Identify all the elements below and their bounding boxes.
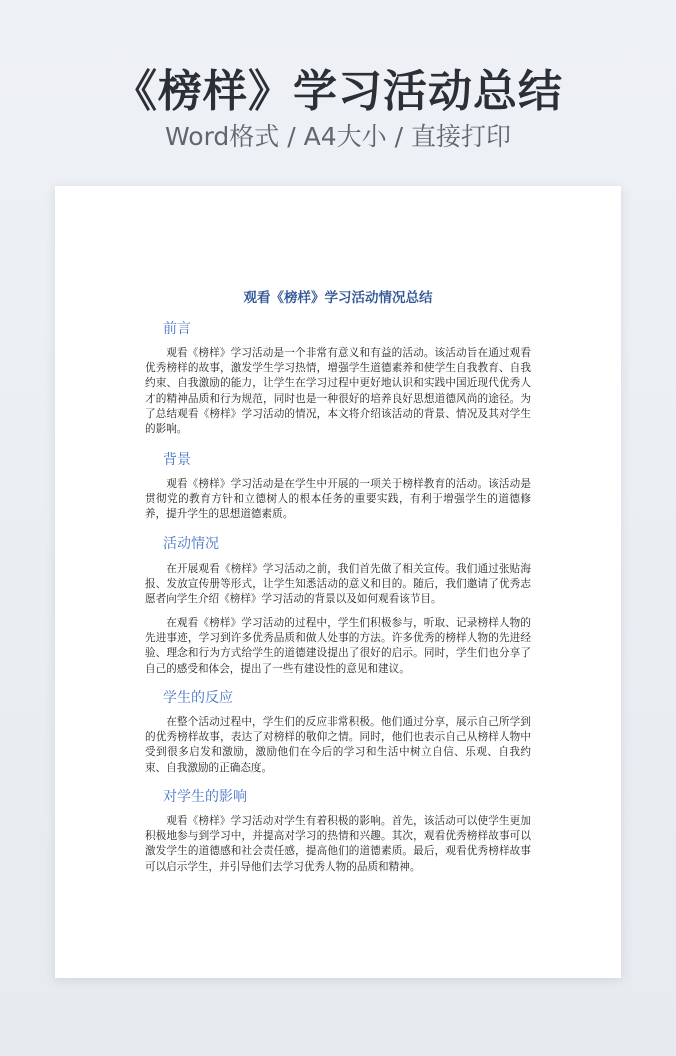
section-heading-background: 背景 — [163, 452, 191, 468]
section-heading-impact: 对学生的影响 — [163, 789, 247, 805]
preface-paragraph: 观看《榜样》学习活动是一个非常有意义和有益的活动。该活动旨在通过观看优秀榜样的故事，激发学生学习热情，增强学生道德素养和使学生自我教育、自我约束、自我激励的能力，让学生在学习过程中更好地认识和实践中国近现代优秀人才的精神品质和行为规范，同时也是一种很好的培养良好思想道德风尚的途径。为了总结观看《榜样》学习活动的情况，本文将介绍该活动的背景、情况及其对学生的影响。 — [145, 348, 531, 436]
section-heading-activity: 活动情况 — [163, 536, 219, 552]
section-heading-preface: 前言 — [163, 321, 191, 337]
impact-paragraph: 观看《榜样》学习活动对学生有着积极的影响。首先，该活动可以使学生更加积极地参与到学习中，并提高对学习的热情和兴趣。其次，观看优秀榜样故事可以激发学生的道德感和社会责任感，提高他们的道德素质。最后，观看优秀榜样故事可以启示学生，并引导他们去学习优秀人物的品质和精神。 — [145, 816, 531, 873]
banner-subtitle: Word格式 / A4大小 / 直接打印 — [165, 122, 511, 151]
section-heading-reaction: 学生的反应 — [163, 690, 233, 706]
reaction-paragraph: 在整个活动过程中，学生们的反应非常积极。他们通过分享，展示自己所学到的优秀榜样故事，表达了对榜样的敬仰之情。同时，他们也表示自己从榜样人物中受到很多启发和激励，激励他们在今后的学习和生活中树立自信、乐观、自我约束、自我激励的正确态度。 — [145, 717, 531, 774]
activity-paragraph-2: 在观看《榜样》学习活动的过程中，学生们积极参与，听取、记录榜样人物的先进事迹，学习到许多优秀品质和做人处事的方法。许多优秀的榜样人物的先进经验、理念和行为方式给学生的道德建设提出了很好的启示。同时，学生们也分享了自己的感受和体会，提出了一些有建设性的意见和建议。 — [145, 618, 531, 675]
document-page — [55, 186, 621, 978]
activity-paragraph-1: 在开展观看《榜样》学习活动之前，我们首先做了相关宣传。我们通过张贴海报、发放宣传册等形式，让学生知悉活动的意义和目的。随后，我们邀请了优秀志愿者向学生介绍《榜样》学习活动的背景以及如何观看该节目。 — [145, 564, 531, 606]
banner-title: 《榜样》学习活动总结 — [113, 66, 563, 117]
background-paragraph: 观看《榜样》学习活动是在学生中开展的一项关于榜样教育的活动。该活动是贯彻党的教育方针和立德树人的根本任务的重要实践，有利于增强学生的道德修养，提升学生的思想道德素质。 — [145, 479, 531, 521]
document-title: 观看《榜样》学习活动情况总结 — [243, 290, 433, 306]
